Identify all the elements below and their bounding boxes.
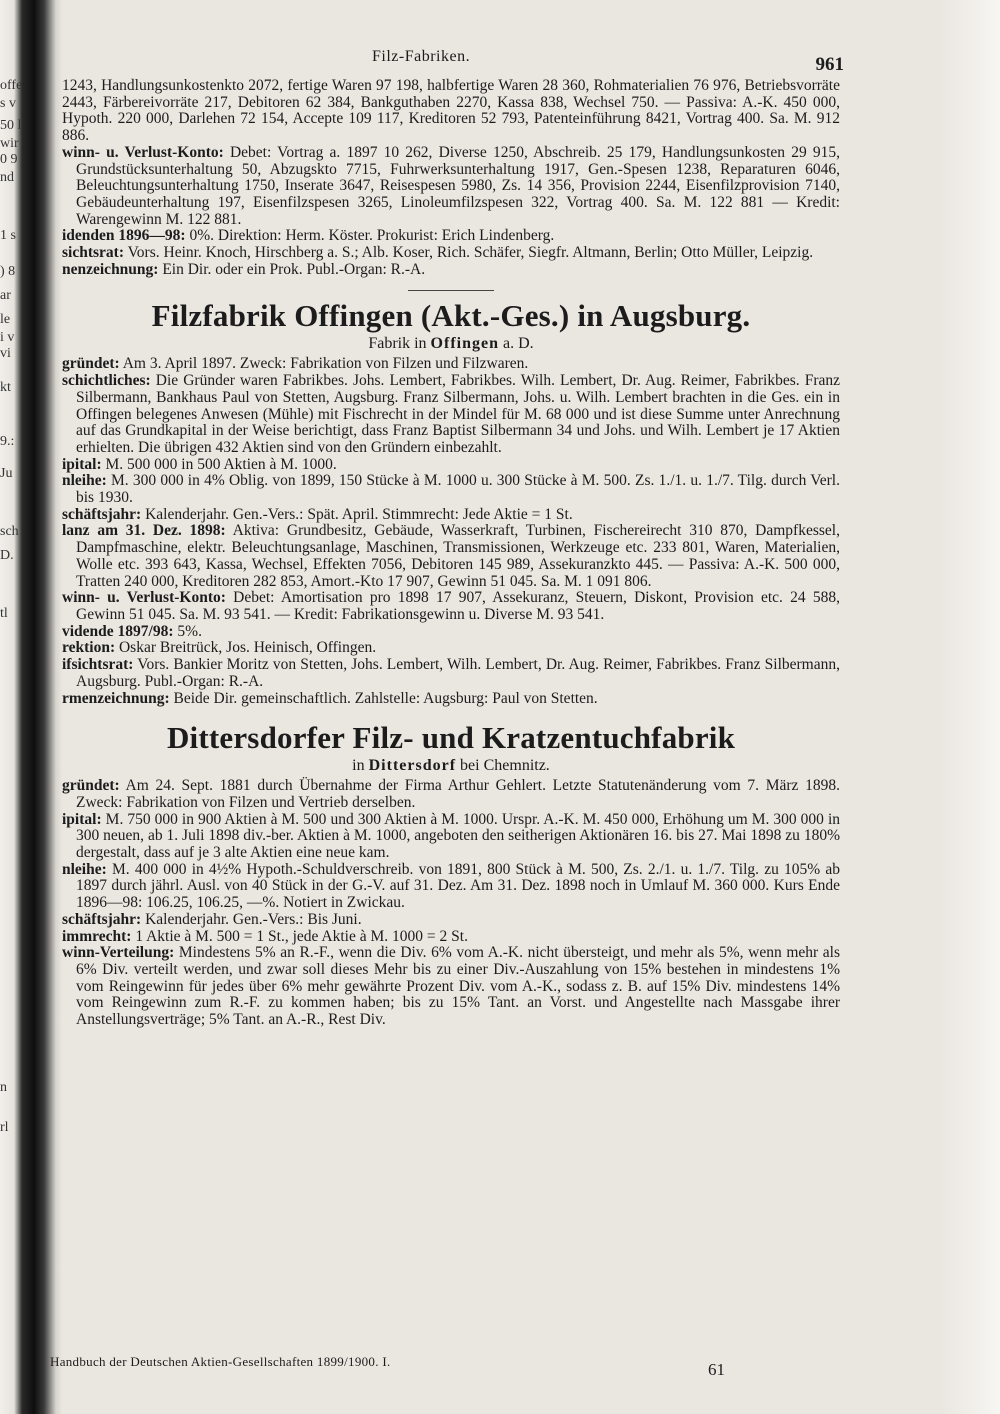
field-text: Ein Dir. oder ein Prok. Publ.-Organ: R.-A. (162, 260, 426, 278)
entry-paragraph (62, 507, 840, 524)
entry-paragraph (62, 624, 840, 641)
company-entry-offingen (62, 299, 840, 707)
previous-company-entry (62, 78, 840, 278)
margin-fragment: le (0, 312, 11, 327)
entry-paragraph (62, 945, 840, 1029)
margin-fragment: 9.: (0, 434, 15, 449)
field-label: vidende 1897/98: (62, 622, 174, 640)
field-label: nleihe: (62, 860, 107, 878)
field-text: 5%. (177, 622, 202, 640)
field-text: Beide Dir. gemeinschaftlich. Zahlstelle: Augsburg: Paul von Stetten. (173, 689, 598, 707)
field-text: M. 300 000 in 4% Oblig. von 1899, 150 Stücke à M. 1000 u. 300 Stücke à M. 500. Zs. 1./1. u. 1./7. Tilg. durch Verl. bis 1930. (76, 472, 840, 507)
field-label: schäftsjahr: (62, 505, 142, 523)
margin-fragment: kt (0, 380, 11, 395)
field-text: Mindestens 5% an R.-F., wenn die Div. 6% vom A.-K. nicht übersteigt, und mehr als 5%, wenn mehr als 6% Div. verteilt werden, und zwar soll dieses Mehr bis zu einer Div.-Auszahlung von 15% bestehen in mindestens 1% vom Reingewinn für jedes über 6% mehr gewährte Prozent Div. vom A.-K., sodass z. B. auf 15% Div. mindestens 14% vom Reingewinn zum R.-F. zu kommen haben; bis zu 15% Tant. an Vorst. und Angestellte nach Massgabe ihrer Anstellungsverträge; 5% Tant. an A.-R., Rest Div. (76, 944, 840, 1029)
entry-paragraph (62, 457, 840, 474)
field-text: M. 400 000 in 4½% Hypoth.-Schuldverschreib. von 1891, 800 Stück à M. 500, Zs. 2./1. u. 1./7. Tilg. zu 105% ab 1897 durch jährl. Ausl. von 40 Stück in der G.-V. auf 31. Dez. Am 31. Dez. 1898 noch in Umlauf M. 360 000. Kurs Ende 1896—98: 106.25, 106.25, —%. Notiert in Zwickau. (76, 860, 840, 912)
margin-fragment: Ju (0, 466, 13, 481)
field-label: ifsichtsrat: (62, 656, 134, 674)
company-entry-dittersdorf (62, 721, 840, 1029)
company-title: Dittersdorfer Filz- und Kratzentuchfabrik (166, 720, 736, 756)
field-label: winn- u. Verlust-Konto: (62, 589, 226, 607)
field-text: 1243, Handlungsunkostenkto 2072, fertige Waren 97 198, halbfertige Waren 28 360, Rohmaterialien 76 976, Betriebsvorräte 2443, Färbereivorräte 217, Debitoren 62 384, Bankguthaben 2270, Kassa 838, Wechsel 750. — Passiva: A.-K. 450 000, Hypoth. 220 000, Darlehen 72 154, Accepte 109 117, Kreditoren 52 793, Patenteinführung 8421, Vortrag 400. Sa. M. 912 886. (62, 77, 840, 145)
margin-fragment: offe (0, 78, 23, 93)
margin-fragment: rl (0, 1120, 9, 1135)
field-text: Vors. Heinr. Knoch, Hirschberg a. S.; Alb. Koser, Rich. Schäfer, Siegfr. Altmann, Berlin; Otto Müller, Leipzig. (127, 244, 814, 262)
section-divider (408, 290, 494, 291)
entry-paragraph (62, 812, 840, 862)
entry-paragraph (62, 929, 840, 946)
entry-paragraph (62, 862, 840, 912)
field-label: sichtsrat: (62, 244, 124, 262)
entry-paragraph (62, 373, 840, 457)
field-text: 1 Aktie à M. 500 = 1 St., jede Aktie à M. 1000 = 2 St. (135, 927, 468, 945)
field-text: Vors. Bankier Moritz von Stetten, Johs. Lembert, Wilh. Lembert, Dr. Aug. Reimer, Fabrikbes. Franz Silbermann, Augsburg. Publ.-Organ: R.-A. (76, 656, 840, 690)
margin-fragment: sch (0, 524, 19, 539)
field-label: gründet: (62, 355, 120, 373)
margin-fragment: tl (0, 606, 8, 621)
margin-fragment: s v (0, 96, 16, 111)
running-head (62, 38, 844, 78)
entry-paragraph (62, 356, 840, 373)
page-edge (940, 0, 1000, 1414)
field-text: Die Gründer waren Fabrikbes. Johs. Lembert, Fabrikbes. Wilh. Lembert, Dr. Aug. Reimer, Fabrikbes. Franz Silbermann, Bankhaus Paul von Stetten, Augsburg. Franz Silbermann, Johs. u. Wilh. Lembert brachten in die Ges. ein in Offingen belegenes Anwesen (Mühle) mit Fischrecht in der Mindel für M. 68 000 und ist diese Summe unter Anrechnung auf das Grundkapital in der Weise berichtigt, dass Franz Baptist Silbermann 34 und Johs. und Wilh. Lembert je 17 Aktien erhielten. Die übrigen 432 Aktien sind von den Gründern einbezahlt. (76, 372, 840, 456)
margin-fragment: 50 l (0, 118, 22, 133)
field-label: gründet: (62, 777, 120, 795)
field-label: ipital: (62, 810, 102, 828)
spacer (62, 707, 840, 721)
field-text: 0%. Direktion: Herm. Köster. Prokurist: Erich Lindenberg. (189, 227, 555, 245)
location-place: Dittersdorf (368, 757, 457, 775)
field-label: immrecht: (62, 927, 132, 945)
page-number: 961 (815, 54, 844, 75)
field-label: ipital: (62, 455, 102, 473)
field-label: rektion: (62, 639, 116, 657)
entry-paragraph (62, 640, 840, 657)
field-text: Aktiva: Grundbesitz, Gebäude, Wasserkraft, Turbinen, Fischereirecht 310 870, Dampfkessel, Dampfmaschine, elektr. Beleuchtungsanlage, Maschinen, Transmissionen, Werkzeuge etc. 233 801, Waren, Materialien, Wolle etc. 393 643, Kassa, Wechsel, Effekten 7056, Debitoren 145 989, Assekuranzkto 445. — Passiva: A.-K. 500 000, Tratten 240 000, Kreditoren 282 853, Amort.-Kto 17 907, Gewinn 51 045. Sa. M. 1 091 806. (76, 522, 840, 590)
margin-fragment: wir (0, 136, 19, 151)
field-label: nleihe: (62, 472, 107, 490)
margin-fragment: 1 s (0, 228, 16, 243)
entry-paragraph (62, 691, 840, 708)
location-place: Offingen (430, 335, 499, 353)
field-label: nenzeichnung: (62, 260, 159, 278)
signature-mark: 61 (708, 1360, 725, 1379)
entry-paragraph (62, 657, 840, 690)
field-text: M. 750 000 in 900 Aktien à M. 500 und 300 Aktien à M. 1000. Urspr. A.-K. M. 450 000, Erhöhung um M. 300 000 in 300 neuen, ab 1. Juli 1898 div.-ber. Aktien à M. 1000, angeboten den seitherigen Aktionären 16. bis 27. Mai 1898 zu 180% dergestalt, dass auf je 3 alte Aktien eine neue kam. (76, 810, 840, 862)
entry-paragraph (62, 473, 840, 506)
field-label: rmenzeichnung: (62, 689, 170, 707)
field-label: schäftsjahr: (62, 910, 142, 928)
entry-paragraph (62, 78, 840, 145)
entry-paragraph (62, 778, 840, 811)
field-label: winn- u. Verlust-Konto: (62, 143, 224, 161)
entry-paragraph (62, 912, 840, 929)
page-footer (50, 1354, 810, 1378)
field-label: winn-Verteilung: (62, 944, 175, 962)
binding-gutter (0, 0, 62, 1414)
book-page (62, 38, 844, 1029)
margin-fragment: ar (0, 288, 11, 303)
field-text: Debet: Vortrag a. 1897 10 262, Diverse 1250, Abschreib. 25 179, Handlungsunkosten 29 915, Grundstücksunterhaltung 50, Abzugskto 7715, Fuhrwerksunterhaltung 1917, Gen.-Spesen 1238, Reparaturen 6046, Beleuchtungsunterhaltung 1750, Inserate 3647, Reisespesen 5980, Zs. 14 356, Provision 2244, Eisenfilzprovision 7140, Gebäudeunterhaltung 197, Eisenfilzspesen 3265, Linoleumfilzspesen 322, Vortrag 400. Sa. M. 122 881 — Kredit: Warengewinn M. 122 881. (76, 143, 840, 228)
company-body (62, 778, 840, 1029)
entry-paragraph (62, 523, 840, 590)
margin-fragment: nd (0, 170, 14, 185)
field-text: Am 3. April 1897. Zweck: Fabrikation von Filzen und Filzwaren. (122, 355, 529, 373)
field-label: schichtliches: (62, 372, 151, 390)
margin-fragment: 0 9 (0, 152, 18, 167)
location-prefix: in (352, 757, 365, 775)
entry-paragraph (62, 245, 840, 262)
margin-fragment: i v (0, 330, 15, 345)
entry-paragraph (62, 590, 840, 623)
field-text: Oskar Breitrück, Jos. Heinisch, Offingen. (118, 639, 377, 657)
field-text: Kalenderjahr. Gen.-Vers.: Bis Juni. (145, 910, 362, 928)
field-text: Debet: Amortisation pro 1898 17 907, Assekuranz, Steuern, Diskont, Provision etc. 24 588, Gewinn 51 045. Sa. M. 93 541. — Kredit: Fabrikationsgewinn u. Diverse M. 93 541. (76, 589, 840, 623)
margin-fragment: D. (0, 548, 14, 563)
margin-fragment: vi (0, 346, 11, 361)
location-suffix: bei Chemnitz. (460, 757, 550, 775)
entry-paragraph (62, 262, 840, 279)
book-title: Handbuch der Deutschen Aktien-Gesellschaften 1899/1900. I. (50, 1354, 391, 1369)
field-label: idenden 1896—98: (62, 227, 186, 245)
field-label: lanz am 31. Dez. 1898: (62, 522, 226, 540)
company-body (62, 356, 840, 707)
margin-fragment: ) 8 (0, 264, 16, 279)
field-text: M. 500 000 in 500 Aktien à M. 1000. (105, 455, 337, 473)
location-suffix: a. D. (503, 335, 534, 353)
company-location (62, 335, 840, 353)
field-text: Kalenderjahr. Gen.-Vers.: Spät. April. Stimmrecht: Jede Aktie = 1 St. (145, 505, 573, 523)
entry-paragraph (62, 145, 840, 229)
company-location (62, 757, 840, 775)
field-text: Am 24. Sept. 1881 durch Übernahme der Firma Arthur Gehlert. Letzte Statutenänderung vom 7. März 1898. Zweck: Fabrikation von Filzen und Vertrieb derselben. (76, 777, 840, 811)
margin-fragment: n (0, 1080, 7, 1095)
location-prefix: Fabrik in (368, 335, 427, 353)
company-title: Filzfabrik Offingen (Akt.-Ges.) in Augsburg. (151, 298, 751, 334)
entry-paragraph (62, 228, 840, 245)
running-title: Filz-Fabriken. (372, 48, 471, 65)
